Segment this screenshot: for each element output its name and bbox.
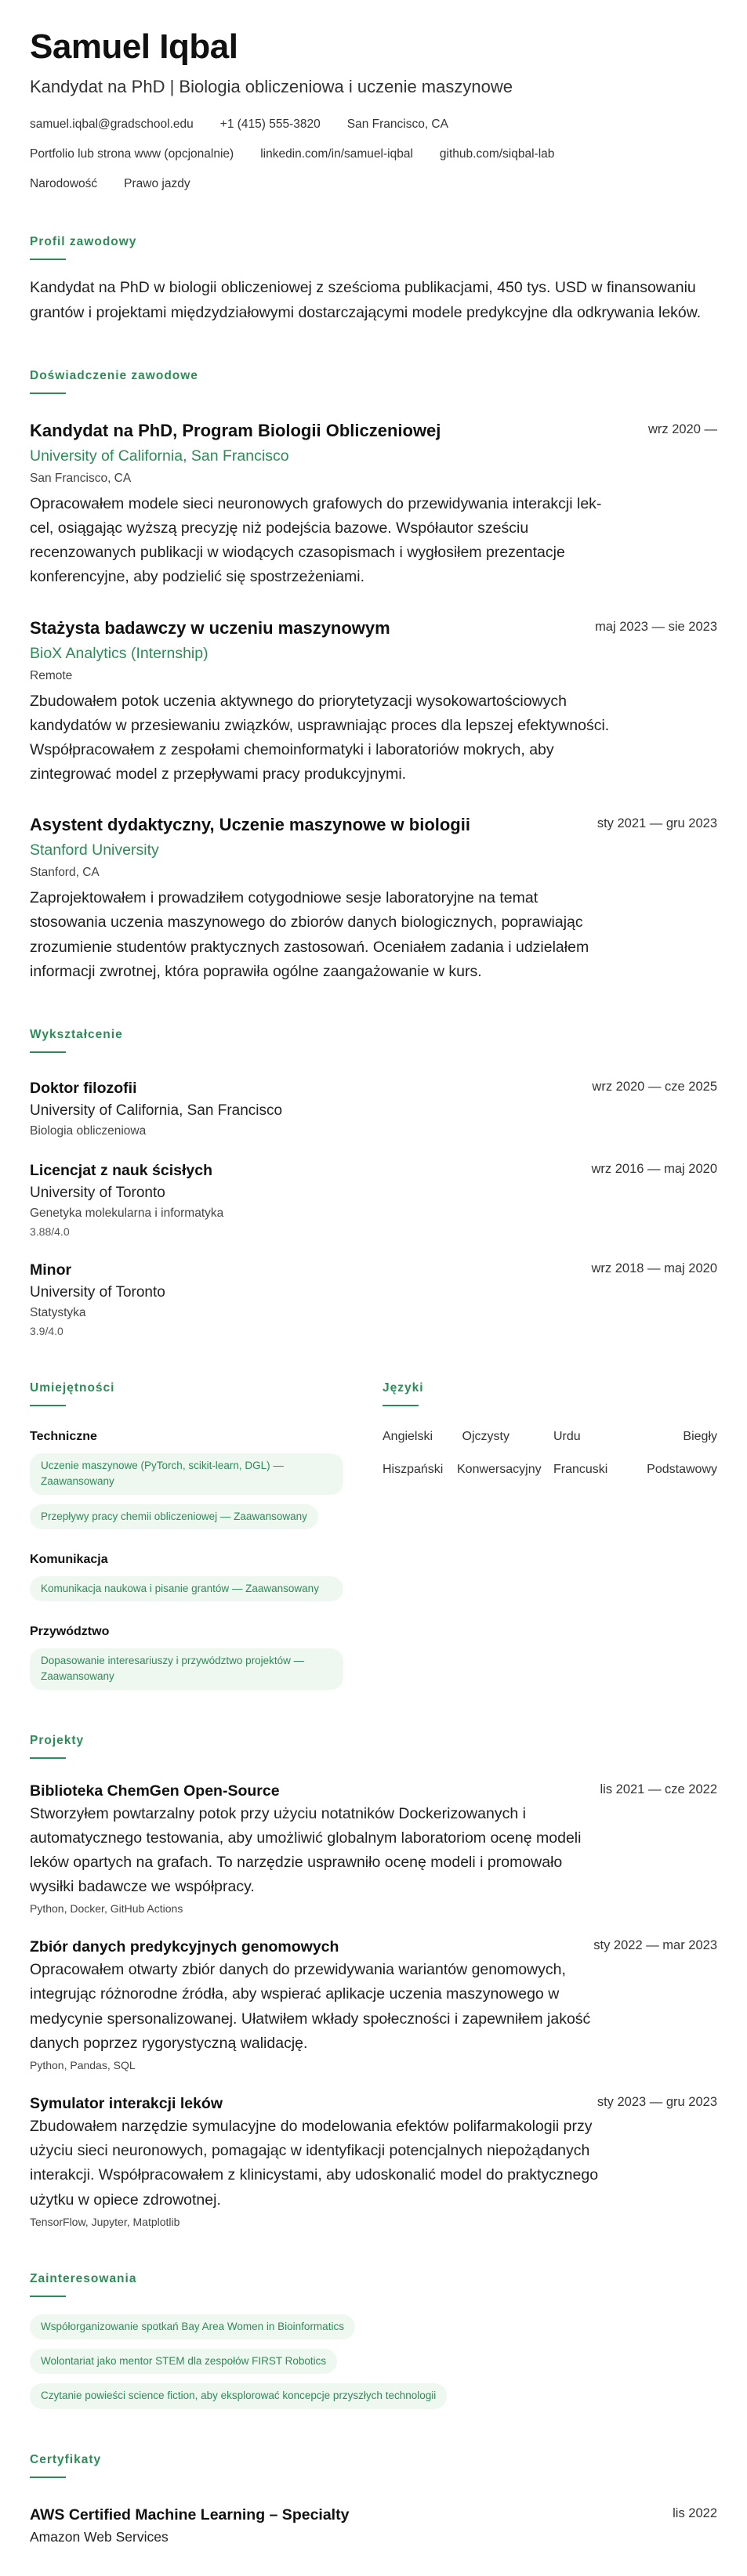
- project-item: [30, 2095, 717, 2228]
- project-technologies: Python, Pandas, SQL: [30, 2059, 136, 2072]
- contact-phone[interactable]: +1 (415) 555-3820: [219, 118, 321, 132]
- project-description: Zbudowałem narzędzie symulacyjne do modelowania efektów polifarmakologii przy użyciu sieci neuronowych, pomagając w identyfikacji potencjalnych niepożądanych interakcji. Współpracowałem z klinicystami, aby udoskonalić model do praktycznego użytku w opiece zdrowotnej.: [30, 2118, 599, 2209]
- job-location: San Francisco, CA: [30, 471, 132, 485]
- project-title: Zbiór danych predykcyjnych genomowych: [30, 1938, 339, 1956]
- education-list: [30, 1080, 717, 1337]
- job-organization: BioX Analytics (Internship): [30, 644, 209, 662]
- interests-section: [30, 2272, 717, 2409]
- projects-list: [30, 1782, 717, 2228]
- linkedin-link[interactable]: linkedin.com/in/samuel-iqbal: [260, 147, 413, 161]
- field-of-study: Genetyka molekularna i informatyka: [30, 1207, 224, 1221]
- skill-group: [30, 1430, 359, 1529]
- section-title: Certyfikaty: [30, 2452, 102, 2466]
- language-level: Podstawowy: [647, 1463, 717, 1477]
- job-location: Stanford, CA: [30, 866, 100, 880]
- skill-group: [30, 1553, 359, 1601]
- job-organization: University of California, San Francisco: [30, 447, 289, 465]
- field-of-study: Statystyka: [30, 1306, 86, 1320]
- section-title: Zainteresowania: [30, 2271, 137, 2285]
- interests-list: [30, 2314, 717, 2409]
- job-location: Remote: [30, 668, 73, 682]
- languages-list: [383, 1430, 717, 1477]
- skill-chip: Dopasowanie interesariuszy i przywództwo projektów — Zaawansowany: [30, 1648, 343, 1690]
- section-title: Projekty: [30, 1733, 85, 1747]
- job-title: Kandydat na PhD, Program Biologii Obliczeniowej: [30, 420, 441, 440]
- section-title: Doświadczenie zawodowe: [30, 368, 198, 382]
- contact-location: San Francisco, CA: [346, 118, 448, 132]
- job-description: Zbudowałem potok uczenia aktywnego do priorytetyzacji wysokowartościowych kandydatów w przesiewaniu związków, usprawniając proces dla lepszej efektywności. Współpracowałem z zespołami chemoinformatyki i laboratoriów mokrych, aby zintegrować model z przepływami pracy produkcyjnymi.: [30, 692, 610, 783]
- certification-name: AWS Certified Machine Learning – Specialty: [30, 2505, 350, 2524]
- section-divider: [30, 1757, 66, 1759]
- school: University of Toronto: [30, 1284, 165, 1301]
- project-description: Stworzyłem powtarzalny potok przy użyciu notatników Dockerizowanych i automatycznego testowania, aby umożliwić globalnym laboratoriom ocenę modeli leków opartych na grafach. To narzędzie usprawniło ocenę modeli i promowało wysiłki badawcze we współpracy.: [30, 1804, 582, 1896]
- field-of-study: Biologia obliczeniowa: [30, 1124, 147, 1138]
- education-item: [30, 1080, 717, 1138]
- skills-languages-row: [30, 1381, 717, 1690]
- project-item: [30, 1938, 717, 2071]
- education-dates: wrz 2018 — maj 2020: [591, 1261, 717, 1276]
- degree: Minor: [30, 1261, 72, 1279]
- project-title: Biblioteka ChemGen Open-Source: [30, 1782, 280, 1800]
- resume-header: [30, 28, 717, 191]
- project-dates: sty 2022 — mar 2023: [593, 1938, 717, 1953]
- skill-chip: Komunikacja naukowa i pisanie grantów — Zaawansowany: [30, 1576, 343, 1601]
- projects-section: [30, 1734, 717, 2228]
- job-organization: Stanford University: [30, 841, 159, 859]
- project-technologies: TensorFlow, Jupyter, Matplotlib: [30, 2215, 180, 2228]
- candidate-headline: Kandydat na PhD | Biologia obliczeniowa i uczenie maszynowe: [30, 77, 513, 97]
- degree: Licencjat z nauk ścisłych: [30, 1162, 213, 1180]
- skill-group-title: Przywództwo: [30, 1625, 110, 1639]
- section-divider: [30, 259, 66, 260]
- gpa: 3.9/4.0: [30, 1325, 63, 1338]
- certification-item: [30, 2506, 717, 2545]
- school: University of Toronto: [30, 1185, 165, 1202]
- interest-chip: Współorganizowanie spotkań Bay Area Women in Bioinformatics: [30, 2314, 355, 2339]
- certification-date: lis 2022: [673, 2505, 717, 2520]
- summary-text: Kandydat na PhD w biologii obliczeniowej z sześcioma publikacjami, 450 tys. USD w finansowaniu grantów i projektami międzydziałowymi dostarczającymi modele predykcyjne dla odkrywania leków.: [30, 279, 702, 321]
- job-dates: maj 2023 — sie 2023: [595, 619, 717, 634]
- website-link[interactable]: Portfolio lub strona www (opcjonalnie): [30, 147, 234, 161]
- job-description: Opracowałem modele sieci neuronowych grafowych do przewidywania interakcji lek-cel, osiągając wyższą precyzję niż podejścia bazowe. Współautor sześciu recenzowanych publikacji w wiodących czasopismach i wygłosiłem prezentacje konferencyjne, aby podzielić się spostrzeżeniami.: [30, 494, 602, 586]
- interest-chip: Czytanie powieści science fiction, aby eksplorować koncepcje przyszłych technologii: [30, 2383, 447, 2408]
- section-title: Wykształcenie: [30, 1028, 123, 1042]
- language-name: Angielski: [383, 1430, 433, 1444]
- section-divider: [30, 1405, 66, 1406]
- project-item: [30, 1782, 717, 1916]
- job-dates: sty 2021 — gru 2023: [597, 816, 717, 831]
- gpa: 3.88/4.0: [30, 1225, 70, 1239]
- skill-group-title: Techniczne: [30, 1430, 97, 1444]
- language-level: Biegły: [683, 1430, 717, 1444]
- education-section: [30, 1028, 717, 1337]
- job-title: Asystent dydaktyczny, Uczenie maszynowe w biologii: [30, 815, 470, 835]
- education-item: [30, 1162, 717, 1238]
- nationality: Narodowość: [30, 177, 98, 191]
- degree: Doktor filozofii: [30, 1080, 137, 1098]
- experience-section: [30, 369, 717, 984]
- languages-section: [383, 1381, 717, 1690]
- links-row: [30, 147, 717, 161]
- skill-group-title: Komunikacja: [30, 1552, 108, 1566]
- project-title: Symulator interakcji leków: [30, 2095, 223, 2113]
- job-description: Zaprojektowałem i prowadziłem cotygodniowe sesje laboratoryjne na temat stosowania uczenia maszynowego do zbiorów danych biologicznych, poprawiając zrozumienie studentów praktycznych zastosowań. Oceniałem zadania i udzielałem informacji zwrotnej, która poprawiła ogólne zaangażowanie w kurs.: [30, 889, 589, 980]
- section-title: Profil zawodowy: [30, 235, 137, 249]
- project-technologies: Python, Docker, GitHub Actions: [30, 1902, 183, 1916]
- skills-section: [30, 1381, 359, 1690]
- language-name: Hiszpański: [383, 1463, 444, 1477]
- job-dates: wrz 2020 —: [647, 421, 717, 436]
- contact-email[interactable]: samuel.iqbal@gradschool.edu: [30, 118, 194, 132]
- experience-list: [30, 421, 717, 984]
- skill-chip: Przepływy pracy chemii obliczeniowej — Zaawansowany: [30, 1504, 318, 1529]
- language-level: Konwersacyjny: [457, 1463, 542, 1477]
- skill-chip: Uczenie maszynowe (PyTorch, scikit-learn, DGL) — Zaawansowany: [30, 1453, 343, 1495]
- section-divider: [30, 1051, 66, 1053]
- section-title: Języki: [383, 1381, 424, 1395]
- certification-issuer: Amazon Web Services: [30, 2528, 169, 2545]
- education-dates: wrz 2020 — cze 2025: [592, 1080, 717, 1094]
- interest-chip: Wolontariat jako mentor STEM dla zespołów FIRST Robotics: [30, 2349, 337, 2374]
- experience-item: [30, 815, 717, 984]
- personal-info-row: [30, 177, 717, 191]
- candidate-name: Samuel Iqbal: [30, 27, 238, 66]
- section-title: Umiejętności: [30, 1381, 115, 1395]
- certifications-section: [30, 2453, 717, 2545]
- language-name: Urdu: [553, 1430, 581, 1444]
- driving-license: Prawo jazdy: [124, 177, 190, 191]
- github-link[interactable]: github.com/siqbal-lab: [439, 147, 555, 161]
- section-divider: [383, 1405, 419, 1406]
- experience-item: [30, 421, 717, 590]
- section-divider: [30, 393, 66, 394]
- job-title: Stażysta badawczy w uczeniu maszynowym: [30, 617, 390, 638]
- language-level: Ojczysty: [462, 1430, 509, 1444]
- skill-group: [30, 1625, 359, 1690]
- summary-section: [30, 235, 717, 324]
- language-name: Francuski: [553, 1463, 608, 1477]
- education-item: [30, 1261, 717, 1337]
- project-description: Opracowałem otwarty zbiór danych do przewidywania wariantów genomowych, integrując różnorodne źródła, aby wspierać aplikacje uczenia maszynowego w medycynie spersonalizowanej. Ułatwiłem wkłady społeczności i zapewniłem jakość danych poprzez rygorystyczną walidację.: [30, 1961, 591, 2052]
- section-divider: [30, 2477, 66, 2478]
- education-dates: wrz 2016 — maj 2020: [591, 1162, 717, 1177]
- section-divider: [30, 2296, 66, 2297]
- experience-item: [30, 618, 717, 787]
- project-dates: lis 2021 — cze 2022: [600, 1782, 717, 1796]
- project-dates: sty 2023 — gru 2023: [597, 2095, 717, 2110]
- contact-row: [30, 118, 717, 132]
- school: University of California, San Francisco: [30, 1102, 283, 1120]
